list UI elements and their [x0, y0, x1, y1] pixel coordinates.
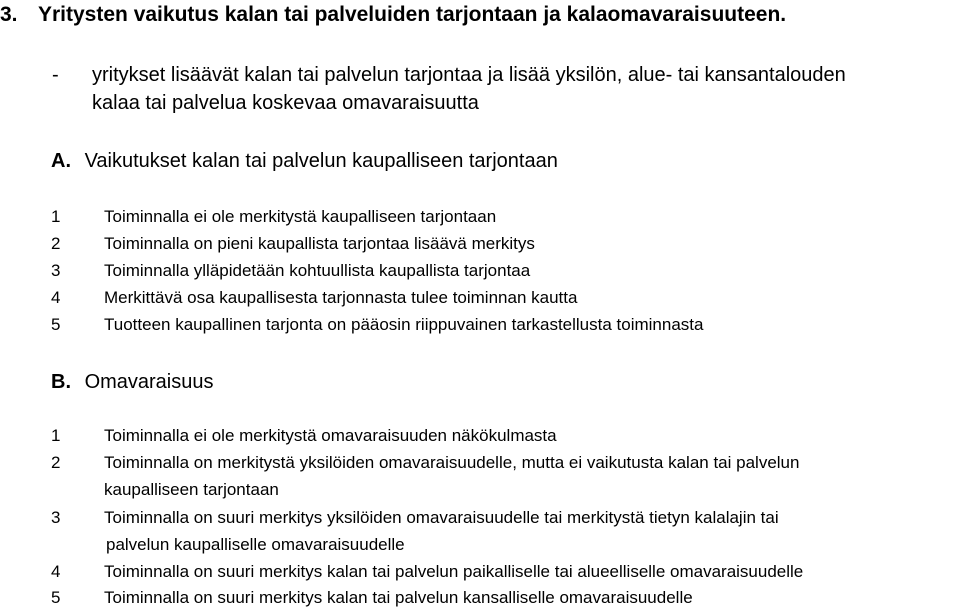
intro-line-2: kalaa tai palvelua koskevaa omavaraisuutta: [92, 92, 479, 114]
section-a-letter: A.: [51, 150, 71, 172]
section-b-heading: [51, 369, 214, 395]
list-item: [51, 507, 779, 529]
item-text: Toiminnalla on pieni kaupallista tarjontaa lisäävä merkitys: [104, 234, 535, 253]
item-text: Tuotteen kaupallinen tarjonta on pääosin riippuvainen tarkastellusta toiminnasta: [104, 315, 704, 334]
list-item: [51, 314, 703, 336]
item-number: 1: [51, 426, 61, 445]
list-item: [51, 452, 799, 474]
item-text: Toiminnalla on suuri merkitys yksilöiden omavaraisuudelle tai merkitystä tietyn kalalajin tai: [104, 508, 779, 527]
item-number: 2: [51, 234, 61, 253]
item-continuation: kaupalliseen tarjontaan: [104, 480, 279, 499]
intro-line-1: yritykset lisäävät kalan tai palvelun tarjontaa ja lisää yksilön, alue- tai kansantalouden: [92, 64, 846, 86]
item-number: 4: [51, 288, 61, 307]
list-item: [51, 425, 557, 447]
list-item: [51, 561, 803, 583]
intro-bullet: -: [52, 64, 59, 86]
item-text: Merkittävä osa kaupallisesta tarjonnasta tulee toiminnan kautta: [104, 288, 578, 307]
item-text: Toiminnalla on suuri merkitys kalan tai palvelun kansalliselle omavaraisuudelle: [104, 588, 693, 607]
item-text: Toiminnalla on merkitystä yksilöiden omavaraisuudelle, mutta ei vaikutusta kalan tai palvelun: [104, 453, 800, 472]
item-number: 3: [51, 508, 61, 527]
list-item: [51, 260, 530, 282]
item-continuation: palvelun kaupalliselle omavaraisuudelle: [106, 535, 405, 554]
section-a-heading: [51, 148, 558, 174]
list-item: [51, 233, 535, 255]
heading-number: 3.: [0, 3, 18, 26]
section-a-title: Vaikutukset kalan tai palvelun kaupalliseen tarjontaan: [84, 150, 558, 172]
item-number: 3: [51, 261, 61, 280]
item-text: Toiminnalla ylläpidetään kohtuullista kaupallista tarjontaa: [104, 261, 531, 280]
item-number: 4: [51, 562, 61, 581]
section-b-title: Omavaraisuus: [84, 371, 214, 393]
item-number: 2: [51, 453, 61, 472]
list-item: [51, 587, 693, 609]
item-text: Toiminnalla ei ole merkitystä omavaraisuuden näkökulmasta: [104, 426, 557, 445]
section-b-letter: B.: [51, 371, 71, 393]
item-text: Toiminnalla ei ole merkitystä kaupalliseen tarjontaan: [104, 207, 497, 226]
item-text: Toiminnalla on suuri merkitys kalan tai palvelun paikalliselle tai alueelliselle omavaraisuudelle: [104, 562, 804, 581]
list-item: [51, 206, 496, 228]
item-number: 1: [51, 207, 61, 226]
heading-title: Yritysten vaikutus kalan tai palveluiden tarjontaan ja kalaomavaraisuuteen.: [38, 3, 787, 26]
item-number: 5: [51, 588, 61, 607]
item-number: 5: [51, 315, 61, 334]
list-item: [51, 287, 577, 309]
